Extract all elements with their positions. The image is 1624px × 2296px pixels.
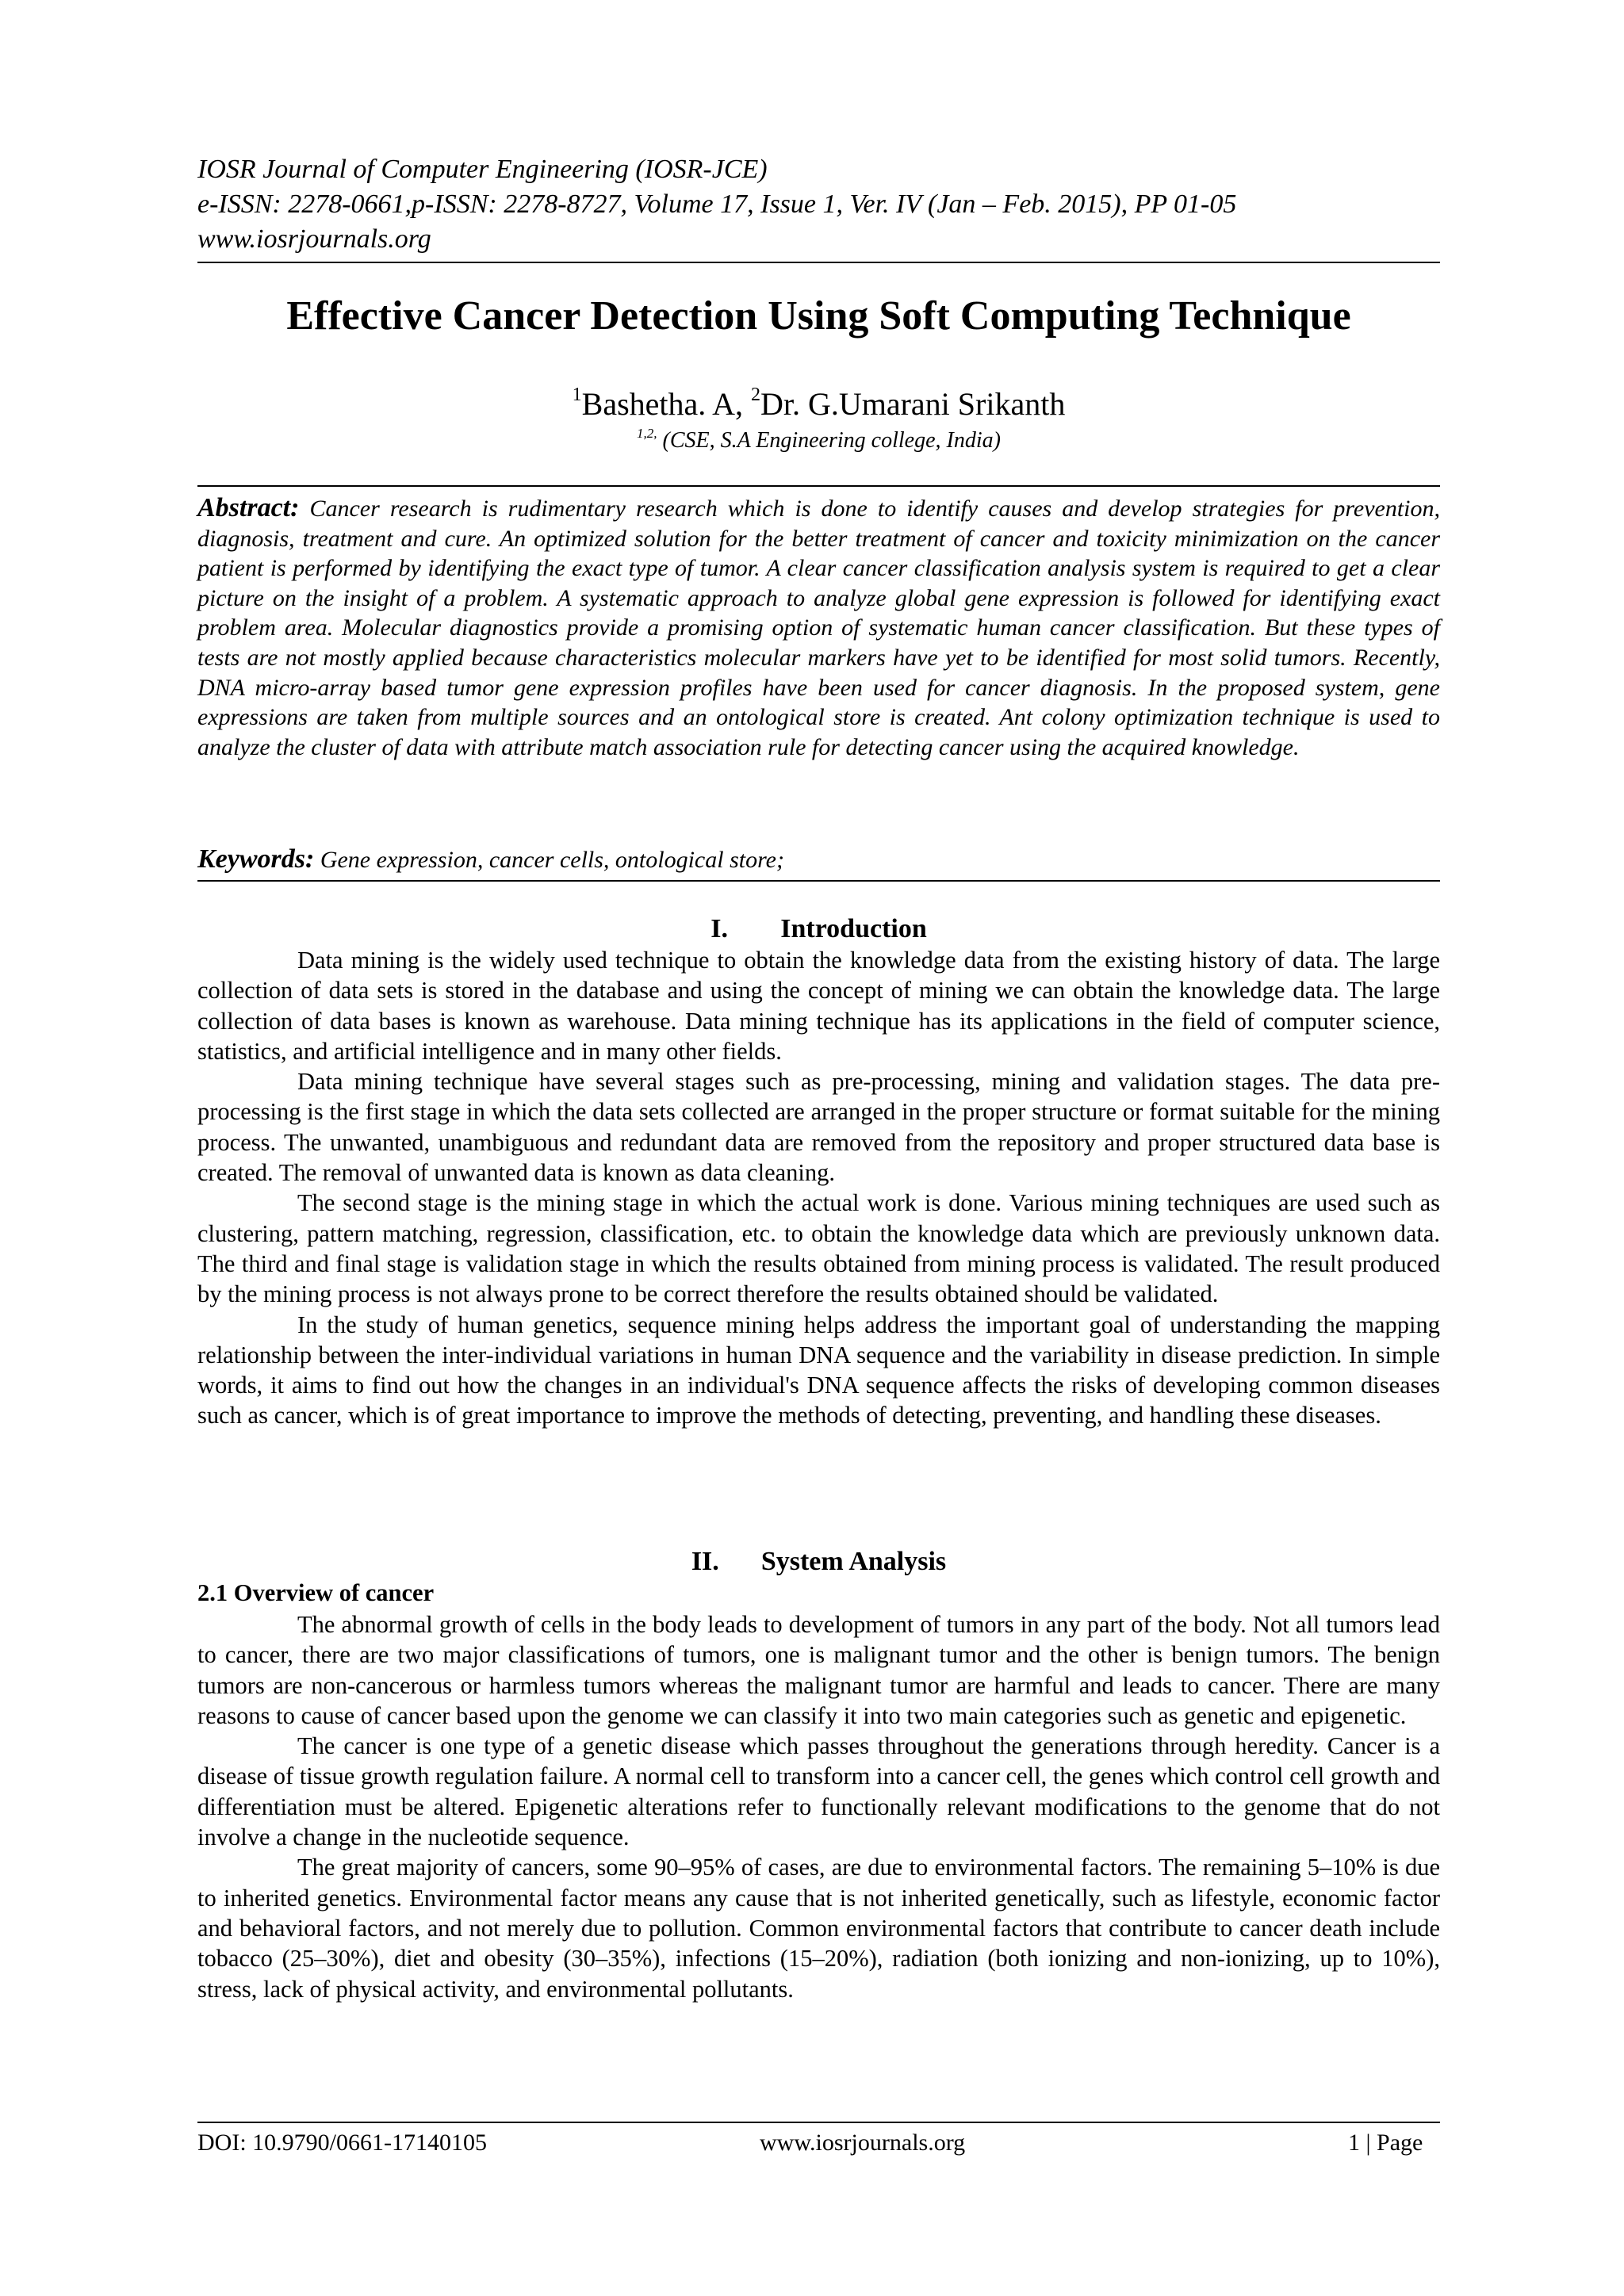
paragraph: The abnormal growth of cells in the body leads to development of tumors in any part of the body. Not all tumors lead to cancer, there are two major classifications of tumors, one is malignant tumor and the other is benign tumors. The benign tumors are non-cancerous or harmless tumors whereas the malignant tumor are harmful and leads to cancer. There are many reasons to cause of cancer based upon the genome we can classify it into two main categories such as genetic and epigenetic. (197, 1611, 1440, 1729)
paragraph: The great majority of cancers, some 90–95% of cases, are due to environmental factors. The remaining 5–10% is due to inherited genetics. Environmental factor means any cause that is not inherited genetically, such as lifestyle, economic factor and behavioral factors, and not merely due to pollution. Common environmental factors that contribute to cancer death include tobacco (25–30%), diet and obesity (30–35%), infections (15–20%), radiation (both ionizing and non-ionizing, up to 10%), stress, lack of physical activity, and environmental pollutants. (197, 1854, 1440, 2003)
journal-name: IOSR Journal of Computer Engineering (IOSR-JCE) (197, 155, 768, 184)
journal-website: www.iosrjournals.org (197, 224, 431, 254)
paragraph: Data mining is the widely used technique to obtain the knowledge data from the existing history of data. The large collection of data sets is stored in the database and using the concept of mining we can obtain the knowledge data. The large collection of data bases is known as warehouse. Data mining technique has its applications in the field of computer science, statistics, and artificial intelligence and in many other fields. (197, 947, 1440, 1065)
footer-divider (197, 2122, 1440, 2123)
abstract-block (197, 493, 1440, 762)
footer-website: www.iosrjournals.org (760, 2130, 966, 2156)
paragraph: The cancer is one type of a genetic disease which passes throughout the generations through heredity. Cancer is a disease of tissue growth regulation failure. A normal cell to transform into a cancer cell, the genes which control cell growth and differentiation must be altered. Epigenetic alterations refer to functionally relevant modifications to the genome that do not involve a change in the nucleotide sequence. (197, 1732, 1440, 1851)
footer-page-number: 1 | Page (1348, 2130, 1423, 2156)
abstract-bottom-divider (197, 880, 1440, 882)
affiliation-line (197, 419, 1440, 456)
abstract-label: Abstract: (197, 493, 300, 522)
abstract-text: Cancer research is rudimentary research which is done to identify causes and develop strategies for prevention, diagnosis, treatment and cure. An optimized solution for the better treatment of cancer and toxicity minimization on the cancer patient is performed by identifying the exact type of tumor. A clear cancer classification analysis system is required to get a clear picture on the insight of a problem. A systematic approach to analyze global gene expression is followed for identifying exact problem area. Molecular diagnostics provide a promising option of systematic human cancer classification. But these types of tests are not mostly applied because characteristics molecular markers have yet to be identified for most solid tumors. Recently, DNA micro-array based tumor gene expression profiles have been used for cancer diagnosis. In the proposed system, gene expressions are taken from multiple sources and an ontological store is created. Ant colony optimization technique is used to analyze the cluster of data with attribute match association rule for detecting cancer using the acquired knowledge. (197, 496, 1440, 760)
section-heading-introduction (197, 912, 1440, 947)
affiliation-text: (CSE, S.A Engineering college, India) (657, 428, 1001, 453)
author1-superscript: 1 (572, 385, 582, 405)
keywords-line (197, 844, 1440, 876)
journal-issn-volume: e-ISSN: 2278-0661,p-ISSN: 2278-8727, Volume 17, Issue 1, Ver. IV (Jan – Feb. 2015), PP 01-05 (197, 189, 1237, 219)
subsection-heading: 2.1 Overview of cancer (197, 1579, 435, 1606)
section-heading-system-analysis (197, 1544, 1440, 1579)
author2-name: Dr. G.Umarani Srikanth (760, 386, 1066, 422)
introduction-body (197, 945, 1440, 1431)
paragraph: In the study of human genetics, sequence mining helps address the important goal of understanding the mapping relationship between the inter-individual variations in human DNA sequence and the variability in disease prediction. In simple words, it aims to find out how the changes in an individual's DNA sequence affects the risks of developing common diseases such as cancer, which is of great importance to improve the methods of detecting, preventing, and handling these diseases. (197, 1311, 1440, 1429)
footer-doi: DOI: 10.9790/0661-17140105 (197, 2130, 487, 2156)
keywords-label: Keywords: (197, 844, 315, 874)
section-number: II. (691, 1547, 719, 1576)
author2-superscript: 2 (750, 385, 760, 405)
section-title: System Analysis (760, 1547, 947, 1576)
paragraph: The second stage is the mining stage in which the actual work is done. Various mining techniques are used such as clustering, pattern matching, regression, classification, etc. to obtain the knowledge data which are previously unknown data. The third and final stage is validation stage in which the results obtained from mining process is validated. The result produced by the mining process is not always prone to be correct therefore the results obtained should be validated. (197, 1189, 1440, 1308)
keywords-text: Gene expression, cancer cells, ontological store; (314, 847, 784, 873)
section-number: I. (710, 914, 728, 943)
journal-header (197, 152, 1440, 257)
paragraph: Data mining technique have several stages such as pre-processing, mining and validation stages. The data pre-processing is the first stage in which the data sets collected are arranged in the proper structure or format suitable for the mining process. The unwanted, unambiguous and redundant data are removed from the repository and proper structured data base is created. The removal of unwanted data is known as data cleaning. (197, 1068, 1440, 1187)
system-analysis-body (197, 1609, 1440, 2004)
affiliation-superscript: 1,2, (637, 426, 657, 441)
section-title: Introduction (780, 914, 927, 943)
author1-name: Bashetha. A, (581, 386, 751, 422)
header-divider (197, 262, 1440, 263)
author-line (197, 374, 1440, 425)
paper-title: Effective Cancer Detection Using Soft Computing Technique (286, 293, 1351, 339)
abstract-top-divider (197, 485, 1440, 487)
